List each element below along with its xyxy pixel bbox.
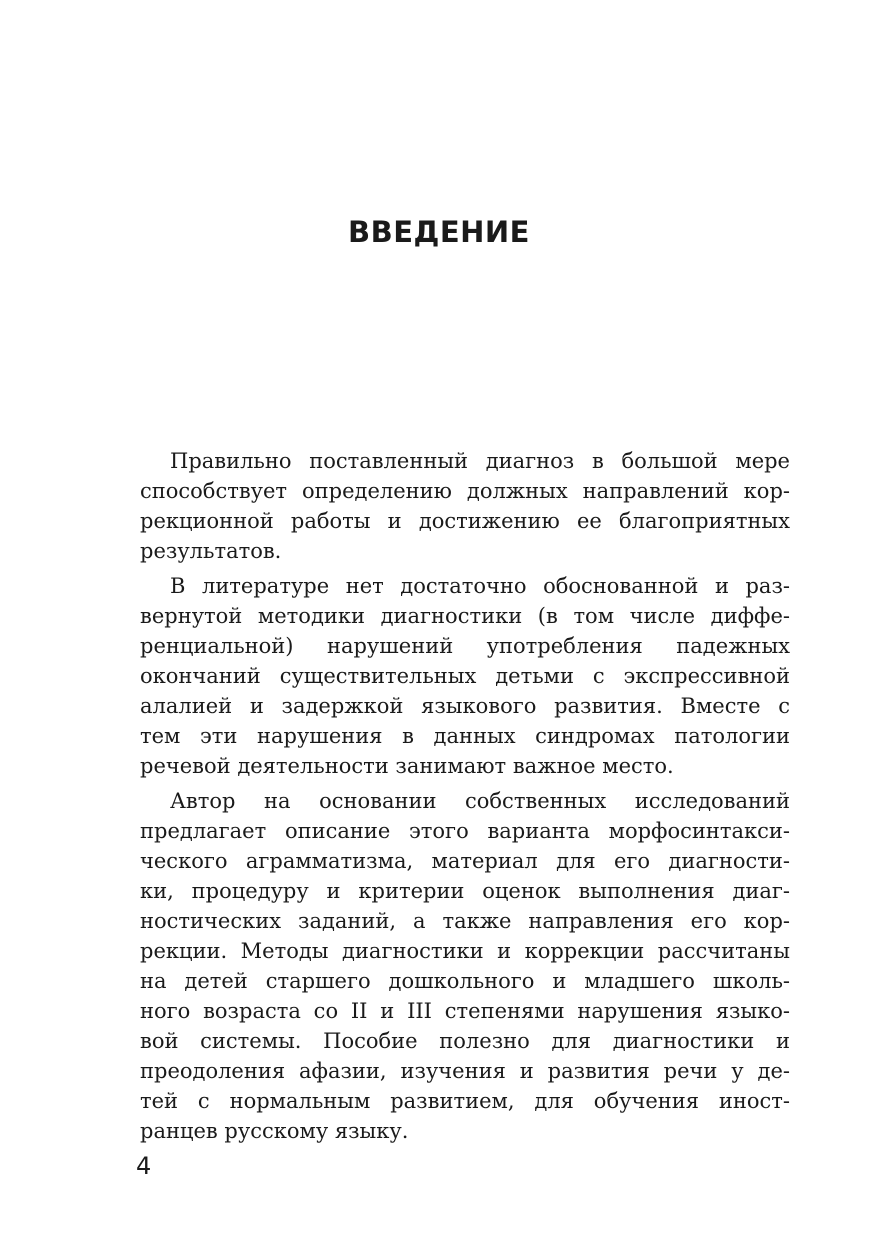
- text-line: ренциальной) нарушений употребления падежных: [140, 634, 790, 658]
- text-line: вернутой методики диагностики (в том числе диффе-: [140, 604, 790, 628]
- text-line: алалией и задержкой языкового развития. Вместе с: [140, 694, 790, 718]
- paragraph-2: [140, 571, 790, 781]
- text-line: результатов.: [140, 539, 282, 563]
- text-line: Правильно поставленный диагноз в большой мере: [170, 449, 790, 473]
- text-line: ческого аграмматизма, материал для его диагности-: [140, 849, 790, 873]
- text-line: ного возраста со II и III степенями нарушения языко-: [140, 999, 790, 1023]
- text-line: В литературе нет достаточно обоснованной и раз-: [170, 574, 790, 598]
- text-line: на детей старшего дошкольного и младшего школь-: [140, 969, 790, 993]
- text-line: тем эти нарушения в данных синдромах патологии: [140, 724, 790, 748]
- text-line: рекции. Методы диагностики и коррекции рассчитаны: [140, 939, 790, 963]
- text-line: ностических заданий, а также направления его кор-: [140, 909, 790, 933]
- text-line: предлагает описание этого варианта морфосинтакси-: [140, 819, 790, 843]
- chapter-title: ВВЕДЕНИЕ: [347, 215, 530, 249]
- paragraph-3: [140, 786, 790, 1146]
- body-text: [140, 446, 790, 1146]
- text-line: Автор на основании собственных исследований: [170, 789, 790, 813]
- text-line: вой системы. Пособие полезно для диагностики и: [140, 1029, 790, 1053]
- text-line: окончаний существительных детьми с экспрессивной: [140, 664, 790, 688]
- text-line: ранцев русскому языку.: [140, 1119, 409, 1143]
- text-line: рекционной работы и достижению ее благоприятных: [140, 509, 790, 533]
- text-line: тей с нормальным развитием, для обучения иност-: [140, 1089, 790, 1113]
- text-line: ки, процедуру и критерии оценок выполнения диаг-: [140, 879, 790, 903]
- paragraph-1: [140, 446, 790, 566]
- page-number: 4: [136, 1152, 152, 1180]
- text-line: преодоления афазии, изучения и развития речи у де-: [140, 1059, 790, 1083]
- text-line: способствует определению должных направлений кор-: [140, 479, 790, 503]
- text-line: речевой деятельности занимают важное место.: [140, 754, 674, 778]
